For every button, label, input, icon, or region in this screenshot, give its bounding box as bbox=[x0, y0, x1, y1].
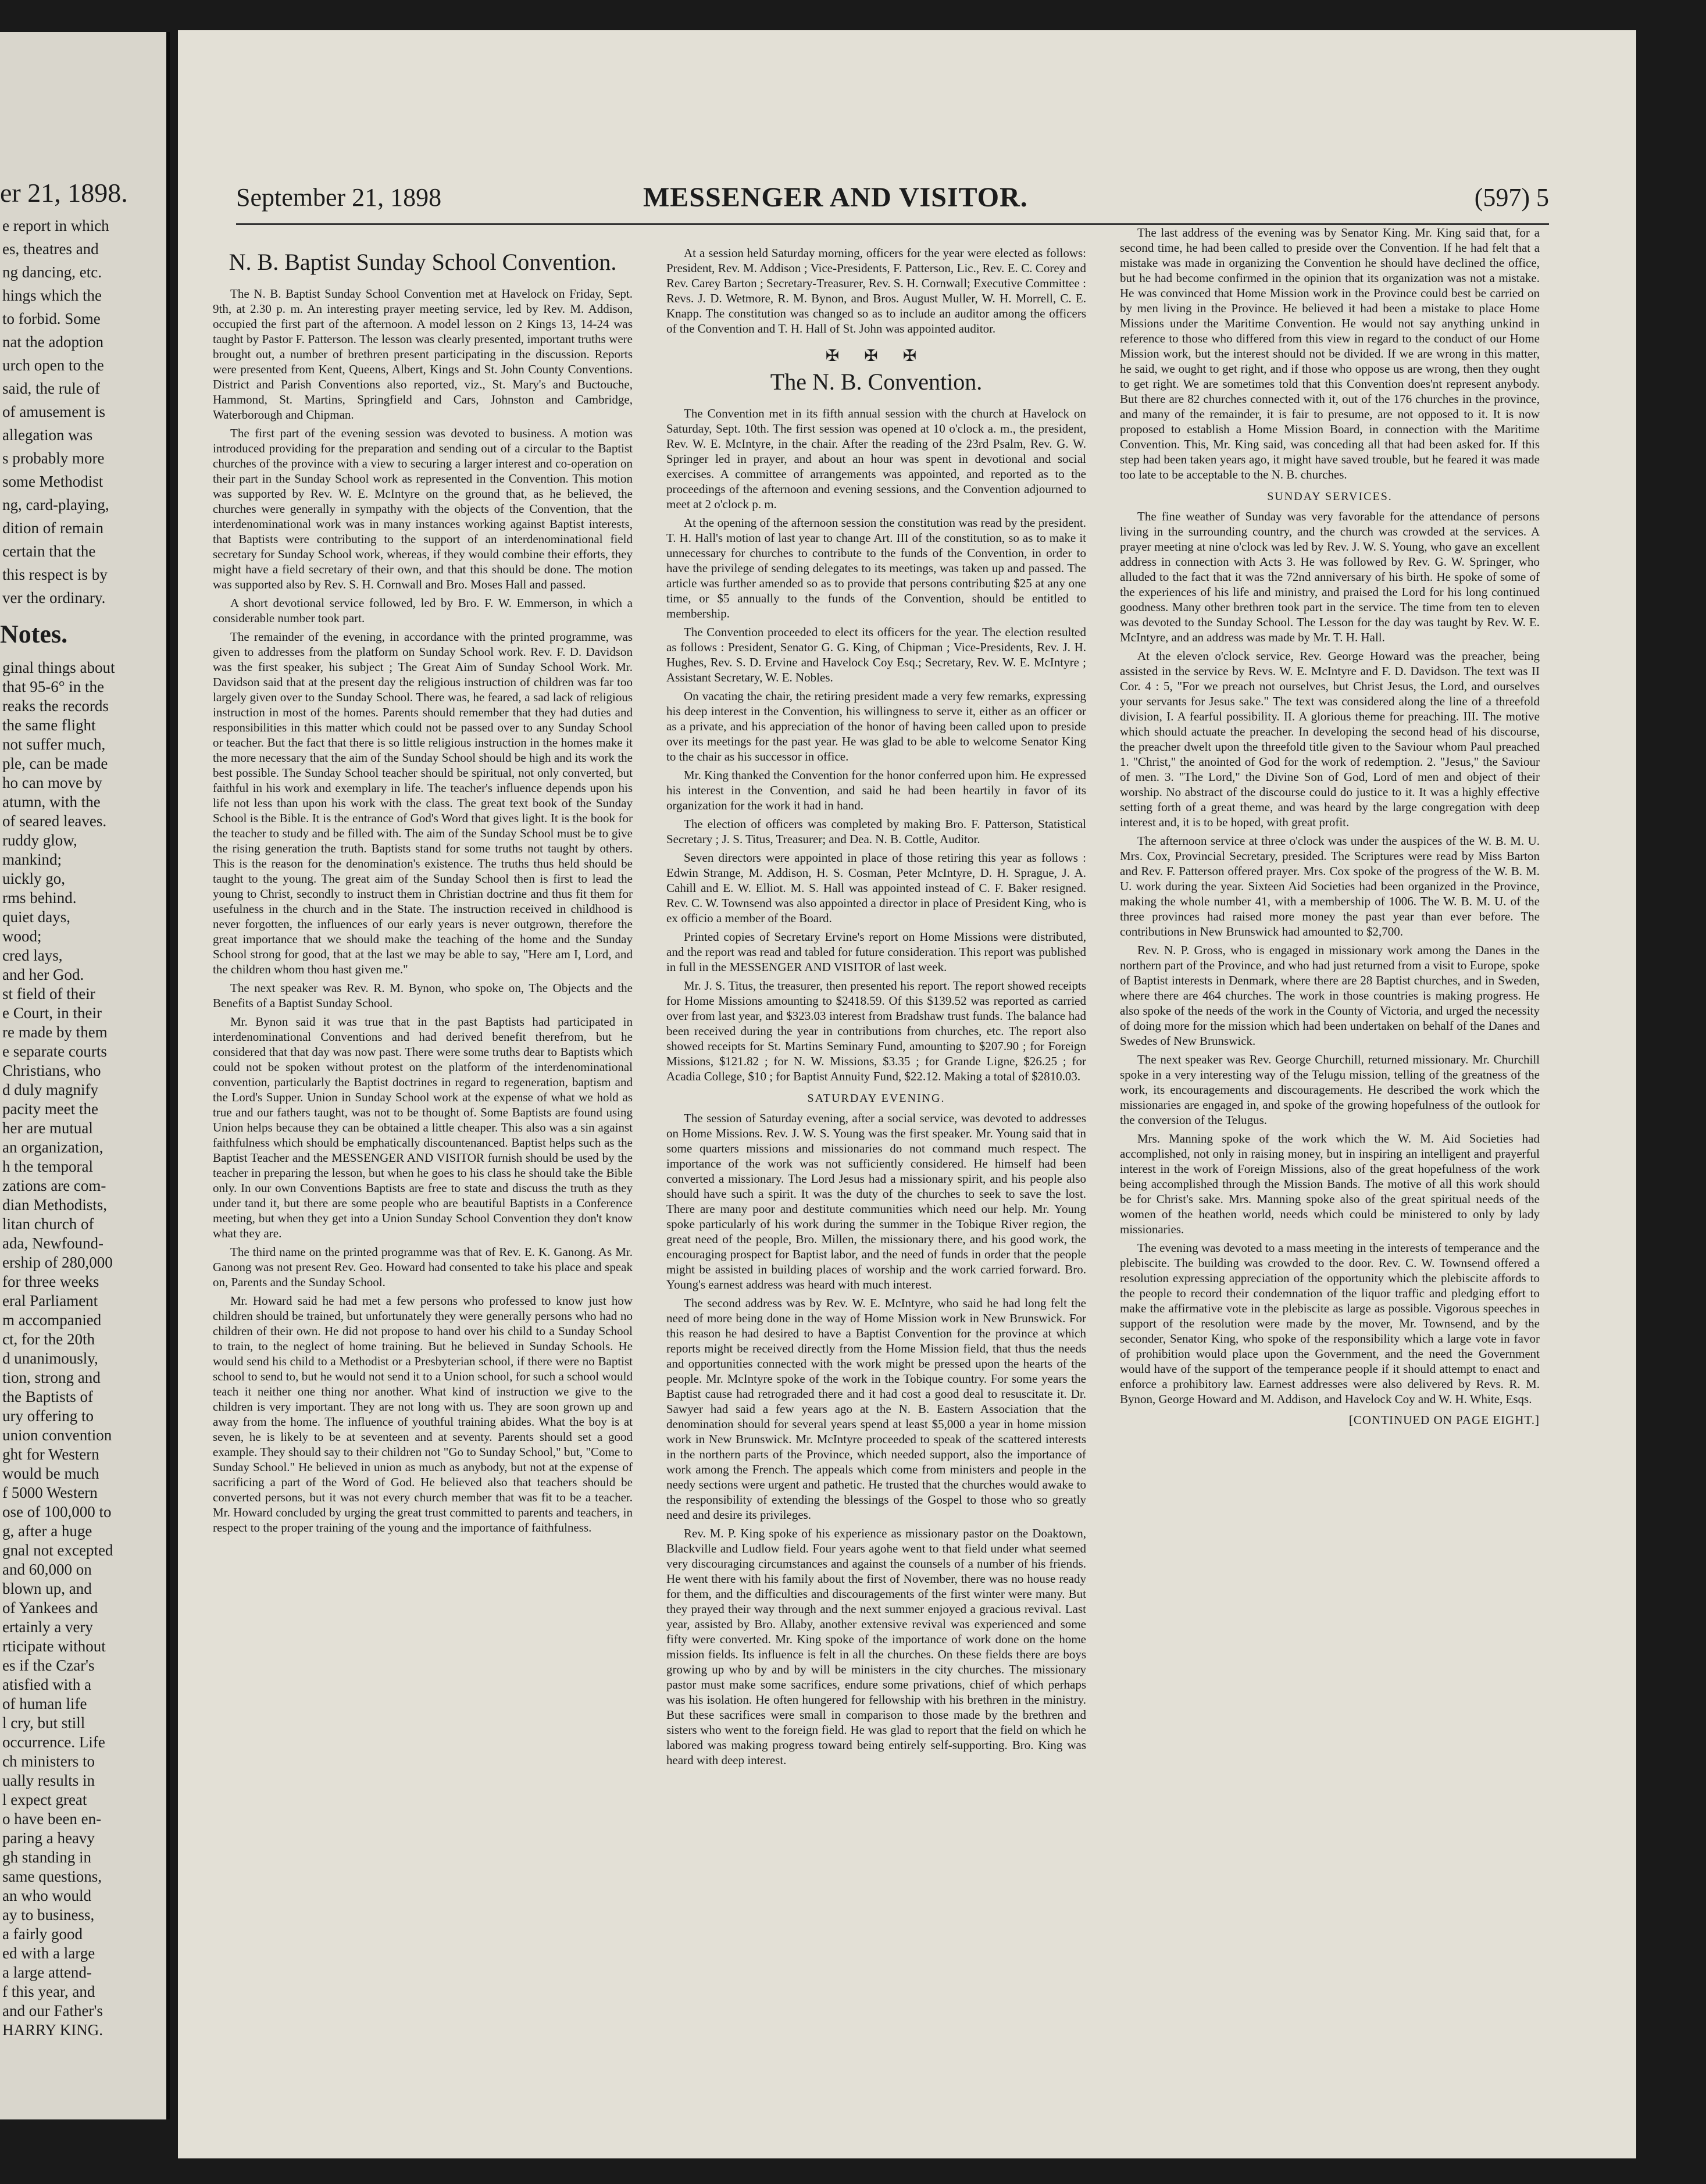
left-page-line: f 5000 Western bbox=[2, 1484, 98, 1501]
left-page-line: this respect is by bbox=[2, 566, 108, 583]
left-page-line: for three weeks bbox=[2, 1273, 99, 1290]
left-page-line: ght for Western bbox=[2, 1446, 99, 1463]
left-page-line: rms behind. bbox=[2, 889, 77, 907]
left-page-line: l expect great bbox=[2, 1791, 87, 1808]
left-page-line: of amusement is bbox=[2, 403, 105, 420]
left-page-line: ch ministers to bbox=[2, 1753, 95, 1770]
left-page-line: that 95-6° in the bbox=[2, 678, 105, 695]
left-page-line: es, theatres and bbox=[2, 240, 99, 258]
newspaper-page bbox=[178, 30, 1636, 2158]
left-page-line: es if the Czar's bbox=[2, 1657, 95, 1674]
left-page-notes-heading: Notes. bbox=[0, 620, 68, 648]
left-page-line: urch open to the bbox=[2, 356, 104, 374]
left-page-line: certain that the bbox=[2, 543, 96, 560]
continued-notice: [CONTINUED ON PAGE EIGHT.] bbox=[1348, 1413, 1540, 1427]
paragraph: The second address was by Rev. W. E. McIntyre, who said he had long felt the need of more being done in the way of Home Mission work in New Brunswick. For this reason he had desired to have a Baptist Convention for the province at which reports might be received directly from the Home Mission field, that thus the needs and opportunities connected with the work might be pressed upon the hearts of the people. Mr. McIntyre spoke of the work in the Tobique country. For some years the Baptist cause had retrograded there and it had cost a good deal to resuscitate it. Dr. Sawyer had said a few years ago at the N. B. Eastern Association that the denomination should for several years spend at least $5,000 a year in home mission work in New Brunswick. Mr. McIntyre proceeded to speak of the scattered interests in the northern parts of the Province, which needed support, also the importance of work among the French. The appeals which come from ministers and people in the needy sections were urgent and pathetic. He trusted that the churches would awake to the responsibility of extending the blessings of the Gospel to those who so greatly need and desire its privileges. bbox=[666, 1296, 1086, 1522]
saturday-evening-body bbox=[666, 1111, 1086, 1768]
left-page-line: ually results in bbox=[2, 1772, 95, 1789]
left-page-line: some Methodist bbox=[2, 473, 103, 490]
left-page-date: er 21, 1898. bbox=[0, 178, 128, 208]
left-page-line: and our Father's bbox=[2, 2002, 103, 2019]
left-page-line: atumn, with the bbox=[2, 793, 101, 811]
left-page-line: dian Methodists, bbox=[2, 1196, 107, 1214]
left-page-line: atisfied with a bbox=[2, 1676, 91, 1693]
left-page-line: rticipate without bbox=[2, 1637, 106, 1655]
left-page-line: HARRY KING. bbox=[2, 2021, 103, 2039]
left-page-line: nat the adoption bbox=[2, 333, 103, 351]
left-page-line: ada, Newfound- bbox=[2, 1234, 103, 1252]
left-page-line: e separate courts bbox=[2, 1043, 107, 1060]
left-page-line: the Baptists of bbox=[2, 1388, 93, 1405]
section-ornament: ✠ ✠ ✠ bbox=[825, 347, 927, 365]
issue-date: September 21, 1898 bbox=[236, 183, 442, 212]
left-page-line: would be much bbox=[2, 1465, 99, 1482]
left-page-line: an organization, bbox=[2, 1139, 103, 1156]
left-page-line: m accompanied bbox=[2, 1311, 102, 1329]
left-page-line: Christians, who bbox=[2, 1062, 101, 1079]
article-title-sunday-school: N. B. Baptist Sunday School Convention. bbox=[229, 249, 617, 275]
left-page-line: g, after a huge bbox=[2, 1522, 92, 1540]
masthead: MESSENGER AND VISITOR. bbox=[643, 182, 1028, 213]
left-page-line: reaks the records bbox=[2, 697, 109, 715]
left-page-line: her are mutual bbox=[2, 1119, 93, 1137]
page-number: (597) 5 bbox=[1474, 183, 1549, 212]
left-page-line: l cry, but still bbox=[2, 1714, 85, 1732]
paragraph: The afternoon service at three o'clock was under the auspices of the W. B. M. U. Mrs. Cox, Provincial Secretary, presided. The Scriptures were read by Miss Barton and Rev. F. Patterson offered prayer. Mrs. Cox spoke of the progress of the W. B. M. U. work during the year. Sixteen Aid Societies had been organized in the Province, making the whole number 41, with a membership of 1006. The W. B. M. U. of the three provinces had raised more money the past year than ever before. The contributions in New Brunswick had amounted to $2,700. bbox=[1120, 834, 1540, 938]
paragraph: The election of officers was completed by making Bro. F. Patterson, Statistical Secretary ; J. S. Titus, Treasurer; and Dea. N. B. Cottle, Auditor. bbox=[666, 817, 1086, 846]
left-facing-page bbox=[0, 32, 170, 2119]
left-page-line: ct, for the 20th bbox=[2, 1330, 95, 1348]
paragraph: At the eleven o'clock service, Rev. George Howard was the preacher, being assisted in the service by Revs. W. E. McIntyre and F. D. Davidson. The text was II Cor. 4 : 5, "For we preach not ourselves, but Christ Jesus, the Lord, and ourselves your servants for Jesus sake." The text was considered along the line of a threefold division, I. A fearful possibility. II. A glorious theme for preaching. III. The motive which should actuate the preacher. In developing the second head of his discourse, the preacher dwelt upon the threefold title given to the Saviour whom Paul preached 1. "Christ," the anointed of God for the work of redemption. 2. "Jesus," the Saviour of men. 3. "The Lord," the Divine Son of God, Lord of men and object of their worship. No abstract of the discourse could do justice to it. It was a highly effective setting forth of a great theme, and was heard by the large congregation with deep interest and, it is to be hoped, with great profit. bbox=[1120, 649, 1540, 829]
left-page-line: not suffer much, bbox=[2, 736, 106, 753]
left-page-line: ginal things about bbox=[2, 659, 115, 676]
column-2 bbox=[666, 245, 1086, 2060]
left-page-line: uickly go, bbox=[2, 870, 65, 887]
paragraph: The session of Saturday evening, after a social service, was devoted to addresses on Home Missions. Rev. J. W. S. Young was the first speaker. Mr. Young said that in some quarters missions and missionaries do not command much respect. The importance of the work was not sufficiently considered. He himself had been converted a missionary. The Lord Jesus had a missionary spirit, and his people also should have such a spirit. It was the duty of the churches to seek to save the lost. There are many poor and destitute communities which need our help. Mr. Young spoke particularly of his work during the summer in the Tobique River region, the great need of the people, Bro. Millen, the missionary there, and his good work, the encouraging prospect for Baptist labor, and the need of funds in order that the people might be assisted in building places of worship and the work carried forward. Bro. Young's earnest address was heard with much interest. bbox=[666, 1111, 1086, 1291]
left-page-line: ng, card-playing, bbox=[2, 496, 109, 513]
left-page-line: blown up, and bbox=[2, 1580, 92, 1597]
left-page-line: o have been en- bbox=[2, 1810, 102, 1828]
left-page-line: quiet days, bbox=[2, 908, 70, 926]
left-page-line: and 60,000 on bbox=[2, 1561, 92, 1578]
left-page-line: e Court, in their bbox=[2, 1004, 102, 1022]
paragraph: The remainder of the evening, in accordance with the printed programme, was given to addresses from the platform on Sunday School work. Rev. F. D. Davidson was the first speaker, his subject ; The Great Aim of Sunday School Work. Mr. Davidson said that at the present day the religious instruction of children was far too largely given over to the Sunday School. There was, he feared, a sad lack of religious instruction in most of the homes. Parents should remember that they had duties and responsibilities in this matter which could not be passed over to any Sunday School or teacher. But the fact that there is so little religious instruction in the homes make it the more necessary that the aim of the Sunday School should be high and its work the best possible. The Sunday School teacher should be spiritual, not only converted, but faithful in his work and exemplary in life. The teacher's influence depends upon his life not less than upon his work with the class. The great text book of the Sunday School is the Bible. It is the entrance of God's Word that gives light. It is the book for the teacher to study and be filled with. The aim of the Sunday School must be to give the rising generation the truth. Baptists stand for some truths not taught by others. This is the reason for the denomination's existence. The truths thus held should be taught to the young. The great aim of the Sunday School then is first to lead the young to Christ, secondly to instruct them in Christian doctrine and thus fit them for usefulness in the church and in the State. The instruction received in childhood is never forgotten, the influences of our early years is never outgrown, therefore the great importance that we should make the teaching of the home and the Sunday School strong for good, that at the last we may be able to say, "Here am I, Lord, and the children whom thou hast given me." bbox=[213, 630, 633, 976]
left-page-line: allegation was bbox=[2, 426, 93, 444]
paragraph: The evening was devoted to a mass meeting in the interests of temperance and the plebiscite. The building was crowded to the door. Rev. C. W. Townsend offered a resolution expressing appreciation of the opportunity which the plebiscite affords to the people to record their condemnation of the liquor traffic and pledging effort to make the affirmative vote in the plebiscite as large as possible. Vigorous speeches in support of the resolution were made by the mover, Mr. Townsend, and by the seconder, Senator King, who spoke of the responsibility which a large vote in favor of prohibition would place upon the Government, and the need the Government would have of the support of the temperance people if it should attempt to enact and enforce a prohibitory law. Earnest addresses were also delivered by Revs. R. M. Bynon, George Howard and M. Addison, and Havelock Coy and W. H. White, Esqs. bbox=[1120, 1241, 1540, 1406]
paragraph: Mrs. Manning spoke of the work which the W. M. Aid Societies had accomplished, not only in raising money, but in inspiring an intelligent and prayerful interest in the work of Foreign Missions, also of the great hopefulness of the work being accomplished through the Mission Bands. The motive of all this work should be for Christ's sake. Mrs. Manning spoke also of the great spiritual needs of the women of the heathen world, needs which could be ministered to only by lady missionaries. bbox=[1120, 1132, 1540, 1236]
left-page-line: ple, can be made bbox=[2, 755, 108, 772]
left-page-line: litan church of bbox=[2, 1215, 94, 1233]
left-page-line: eral Parliament bbox=[2, 1292, 98, 1309]
paragraph: The first part of the evening session was devoted to business. A motion was introduced providing for the preparation and sending out of a circular to the Baptist churches of the province with a view to securing a larger interest and co-operation on their part in the Sunday School work as represented in the Convention. This motion was supported by Rev. W. E. McIntyre on the ground that, as he believed, the churches were generally in sympathy with the objects of the Convention, that the interdenominational work was in many instances working against Baptist interests, that Baptists were contributing to the support of an interdenominational field secretary for Sunday School work, whereas, if they would combine their efforts, they might have a field secretary of their own, and that this should be done. The motion was supported also by Rev. S. H. Cornwall and Bro. Moses Hall and passed. bbox=[213, 426, 633, 591]
left-page-line: ay to business, bbox=[2, 1906, 95, 1924]
left-page-line: hings which the bbox=[2, 287, 102, 304]
left-page-line: ng dancing, etc. bbox=[2, 263, 102, 281]
article-title-convention: The N. B. Convention. bbox=[770, 369, 983, 395]
left-page-line: mankind; bbox=[2, 851, 62, 868]
left-page-line: ruddy glow, bbox=[2, 832, 77, 849]
left-page-line: ership of 280,000 bbox=[2, 1254, 113, 1271]
left-page-line: ertainly a very bbox=[2, 1618, 93, 1636]
left-page-line: an who would bbox=[2, 1887, 91, 1904]
sunday-services-heading: SUNDAY SERVICES. bbox=[1267, 490, 1393, 503]
paragraph: Mr. King thanked the Convention for the honor conferred upon him. He expressed his interest in the Convention, and said he had been heartily in favor of its organization for the work it had in hand. bbox=[666, 768, 1086, 812]
left-page-line: dition of remain bbox=[2, 519, 103, 537]
paragraph: Mr. J. S. Titus, the treasurer, then presented his report. The report showed receipts for Home Missions amounting to $2418.59. Of this $139.52 was reported as carried over from last year, and $323.03 interest from Bradshaw trust funds. The balance had been received during the year in contributions from churches, etc. The report also showed receipts for St. Martins Seminary Fund, amounting to $207.90 ; for Foreign Missions, $121.82 ; for N. W. Missions, $3.35 ; for Grande Ligne, $26.25 ; for Acadia College, $10 ; for Baptist Annuity Fund, $22.12. Making a total of $2810.03. bbox=[666, 979, 1086, 1083]
paragraph: The Convention proceeded to elect its officers for the year. The election resulted as follows : President, Senator G. G. King, of Chipman ; Vice-Presidents, Rev. J. H. Hughes, Rev. S. D. Ervine and Havelock Coy Esq.; Secretary, Rev. W. E. McIntyre ; Assistant Secretary, W. E. Nobles. bbox=[666, 625, 1086, 684]
paragraph: Mr. Bynon said it was true that in the past Baptists had participated in interdenominational Conventions and had derived benefit therefrom, but he considered that that day was now past. There were some truths dear to Baptists which could not be spoken without protest on the platform of the interdenominational convention, particularly the Baptist doctrines in regard to regeneration, baptism and the Lord's Supper. Union in Sunday School work at the expense of what we hold as true and our fathers taught, was not to be thought of. Some Baptists are found using Union helps because they can be obtained a little cheaper. This also was a sin against faithfulness which should be emphatically discountenanced. Baptist helps such as the Baptist Teacher and the MESSENGER AND VISITOR furnish should be used by the teacher in preparing the lesson, but when he goes to his class he should take the Bible only. In our own Conventions Baptists are free to state and discuss the truth as they under tand it, but there are some people who are beautiful Baptists in a Conference meeting, but when they get into a Union Sunday School Convention they don't know what they are. bbox=[213, 1015, 633, 1240]
left-page-line: cred lays, bbox=[2, 947, 63, 964]
left-page-line: re made by them bbox=[2, 1023, 108, 1041]
sunday-services-body bbox=[1120, 509, 1540, 1407]
paragraph: The next speaker was Rev. George Churchill, returned missionary. Mr. Churchill spoke in a very interesting way of the Telugu mission, telling of the greatness of the work, its encouragements and discouragements. He described the work which the missionaries are engaged in, and spoke of the growing hopefulness of the outlook for the conversion of the Telugus. bbox=[1120, 1052, 1540, 1127]
paragraph: Rev. M. P. King spoke of his experience as missionary pastor on the Doaktown, Blackville and Ludlow field. Four years agohe went to that field under what seemed very discouraging circumstances and against the counsels of a number of his friends. He went there with his family about the first of November, there was no house ready for them, and the difficulties and discouragements of the first winter were many. But they prayed their way through and the next summer enjoyed a gracious revival. Last year, assisted by Bro. Allaby, another extensive revival was experienced and some fifty were converted. Mr. King spoke of the importance of work done on the home mission fields. Its influence is felt in all the churches. On these fields there are boys growing up who by and by will be ministers in the city churches. The missionary pastor must make some sacrifices, endure some privations, chief of which perhaps was his isolation. He often hungered for fellowship with his brethren in the ministry. But these sacrifices were small in comparison to those made by the brethren and sisters who went to the foreign field. He was glad to report that the field on which he labored was making progress toward being entirely self-supporting. Bro. King was heard with deep interest. bbox=[666, 1526, 1086, 1767]
paragraph: Mr. Howard said he had met a few persons who professed to know just how children should be trained, but unfortunately they were generally persons who had no children of their own. He did not propose to hand over his child to a Sunday School to train, to the neglect of home training. But he believed in Sunday Schools. He would send his child to a Methodist or a Presbyterian school, if there were no Baptist school to send to, but he would not send it to a Union school, for such a school would teach it neither one thing nor another. What kind of instruction we give to the children is very important. They are not long with us. They are soon grown up and away from the home. The influence of youthful training abides. What the boy is at seven, he is likely to be at seventeen and at seventy. Parents should set a good example. They should say to their children not "Go to Sunday School," but, "Come to Sunday School." He believed in union as much as anybody, but not at the expense of sacrificing a part of the Word of God. He believed also that teachers should be converted persons, but it was not every church member that was fit to be a teacher. Mr. Howard concluded by urging the great trust committed to parents and teachers, in respect to the proper training of the young and the importance of faithfulness. bbox=[213, 1294, 633, 1534]
left-page-line: to forbid. Some bbox=[2, 310, 101, 327]
paragraph: Printed copies of Secretary Ervine's report on Home Missions were distributed, and the report was read and tabled for future consideration. This report was published in full in the MESSENGER AND VISITOR of last week. bbox=[666, 930, 1086, 974]
left-page-line: and her God. bbox=[2, 966, 84, 983]
paragraph: The next speaker was Rev. R. M. Bynon, who spoke on, The Objects and the Benefits of a Baptist Sunday School. bbox=[213, 981, 633, 1010]
paragraph: The N. B. Baptist Sunday School Convention met at Havelock on Friday, Sept. 9th, at 2.30 p. m. An interesting prayer meeting service, led by Rev. M. Addison, occupied the first part of the afternoon. A model lesson on 2 Kings 13, 14-24 was taught by Pastor F. Patterson. The lesson was clearly presented, important truths were brought out, a number of brethren present participating in the discussion. Reports were presented from Kent, Queens, Albert, Kings and St. John County Conventions. District and Parish Conventions also reported, viz., St. Mary's and Buctouche, Hammond, St. Martins, Springfield and Cars, Johnston and Cambridge, Waterborough and Chipman. bbox=[213, 287, 633, 422]
paragraph: The last address of the evening was by Senator King. Mr. King said that, for a second time, he had been called to preside over the Convention. If he had felt that a mistake was made in organizing the Convention he should have declined the office, but he had become confirmed in the opinion that its organization was not a mistake. He was convinced that Home Mission work in the Province could best be carried on by men living in the Province. He believed it had been a mistake to place Home Missions under the Maritime Convention. He would not say anything unkind in reference to those who differed from this view in regard to the conduct of our Home Mission work, but the interest should not be divided. If we are wrong in this matter, he said, we ought to get right, and if those who oppose us are wrong, then they ought to get right. We are sometimes told that this Convention does'nt represent anybody. But there are 82 churches connected with it, out of the 176 churches in the province, and many of the remainder, it is fair to presume, are not opposed to it. It is now proposed to establish a Home Mission Board, in connection with the Maritime Convention. This, Mr. King said, was conceding all that had been asked for. If this step had been taken years ago, it might have saved trouble, but he feared it was made too late to be acceptable to the N. B. churches. bbox=[1120, 226, 1540, 481]
paragraph: At a session held Saturday morning, officers for the year were elected as follows: President, Rev. M. Addison ; Vice-Presidents, F. Patterson, Lic., Rev. E. C. Corey and Rev. Carey Barton ; Secretary-Treasurer, Rev. S. H. Cornwall; Executive Committee : Revs. J. D. Wetmore, R. M. Bynon, and Bros. August Muller, W. H. Morrell, C. E. Knapp. The constitution was changed so as to include an auditor among the officers of the Convention and T. H. Hall of St. John was appointed auditor. bbox=[666, 246, 1086, 336]
column-1 bbox=[213, 245, 633, 2106]
left-page-line: of human life bbox=[2, 1695, 87, 1712]
sunday-school-continued bbox=[666, 245, 1086, 336]
left-page-line: gh standing in bbox=[2, 1848, 91, 1866]
left-page-line: pacity meet the bbox=[2, 1100, 98, 1118]
left-page-line: h the temporal bbox=[2, 1158, 93, 1175]
left-page-line: tion, strong and bbox=[2, 1369, 101, 1386]
left-page-line: of Yankees and bbox=[2, 1599, 98, 1616]
left-page-line: said, the rule of bbox=[2, 380, 100, 397]
paragraph: Seven directors were appointed in place of those retiring this year as follows : Edwin Strange, M. Addison, H. S. Cosman, Peter McIntyre, D. H. Sprague, J. A. Cahill and E. W. Elliot. M. S. Hall was appointed instead of C. F. Baker resigned. Rev. C. W. Townsend was also appointed a director in place of President King, who is ex officio a member of the Board. bbox=[666, 851, 1086, 925]
page-header bbox=[236, 183, 1549, 225]
left-page-line: e report in which bbox=[2, 217, 109, 234]
left-page-line: paring a heavy bbox=[2, 1829, 95, 1847]
left-page-line: a large attend- bbox=[2, 1964, 92, 1981]
left-page-line: st field of their bbox=[2, 985, 95, 1002]
paragraph: At the opening of the afternoon session the constitution was read by the president. T. H. Hall's motion of last year to change Art. III of the constitution, so as to make it unnecessary for churches to contribute to the funds of the Convention, in order to have the privilege of sending delegates to its meetings, was taken up and passed. The article was further amended so as to provide that persons contributing $25 at any one time, or $5 annually to the funds of the Convention, should be entitled to membership. bbox=[666, 516, 1086, 620]
saturday-evening-heading: SATURDAY EVENING. bbox=[807, 1092, 945, 1105]
left-page-line: union convention bbox=[2, 1426, 112, 1444]
saturday-evening-continued bbox=[1120, 225, 1540, 482]
paragraph: A short devotional service followed, led by Bro. F. W. Emmerson, in which a considerable number took part. bbox=[213, 596, 633, 625]
left-page-line: ed with a large bbox=[2, 1944, 95, 1962]
left-page-line: of seared leaves. bbox=[2, 812, 107, 830]
left-page-line: f this year, and bbox=[2, 1983, 95, 2000]
left-page-line: s probably more bbox=[2, 449, 105, 467]
left-page-line: ho can move by bbox=[2, 774, 102, 791]
column-3 bbox=[1120, 225, 1540, 2016]
paragraph: The fine weather of Sunday was very favorable for the attendance of persons living in the surrounding country, and the church was crowded at the services. A prayer meeting at nine o'clock was led by Rev. J. W. S. Young, who gave an excellent address in connection with Acts 3. He was followed by Rev. G. W. Springer, who alluded to the fact that it was the 72nd anniversary of his birth. He spoke of some of the experiences of his life and ministry, and praised the Lord for his long continued goodness. Many other brethren took part in the service. The time from ten to eleven was devoted to the Sunday School. The Lesson for the day was taught by Rev. W. E. McIntyre, and an address was made by Mr. T. H. Hall. bbox=[1120, 509, 1540, 644]
left-page-line: ver the ordinary. bbox=[2, 589, 106, 606]
left-page-line: same questions, bbox=[2, 1868, 102, 1885]
left-page-line: ury offering to bbox=[2, 1407, 94, 1425]
paragraph: The Convention met in its fifth annual session with the church at Havelock on Saturday, Sept. 10th. The first session was opened at 10 o'clock a. m., the president, Rev. W. E. McIntyre, in the chair. After the reading of the 23rd Psalm, Rev. G. W. Springer led in prayer, and about an hour was spent in devotional and social exercises. A committee of arrangements was appointed, and reported as to the proceedings of the afternoon and evening sessions, and the Convention adjourned to meet at 2 o'clock p. m. bbox=[666, 406, 1086, 511]
left-page-line: d unanimously, bbox=[2, 1350, 98, 1367]
left-page-line: a fairly good bbox=[2, 1925, 83, 1943]
left-page-line: d duly magnify bbox=[2, 1081, 98, 1098]
paragraph: The third name on the printed programme was that of Rev. E. K. Ganong. As Mr. Ganong was not present Rev. Geo. Howard had consented to take his place and speak on, Parents and the Sunday School. bbox=[213, 1245, 633, 1289]
convention-body bbox=[666, 406, 1086, 1084]
left-page-line: the same flight bbox=[2, 716, 96, 734]
paragraph: On vacating the chair, the retiring president made a very few remarks, expressing his deep interest in the Convention, his willingness to serve it, either as an officer or as a private, and his appreciation of the honor of having been called upon to preside over its meetings for the past year. He was glad to be able to welcome Senator King to the chair as his successor in office. bbox=[666, 689, 1086, 763]
left-page-line: zations are com- bbox=[2, 1177, 106, 1194]
sunday-school-body bbox=[213, 286, 633, 1535]
left-page-line: gnal not excepted bbox=[2, 1541, 113, 1559]
left-page-line: occurrence. Life bbox=[2, 1733, 105, 1751]
left-page-line: wood; bbox=[2, 927, 42, 945]
paragraph: Rev. N. P. Gross, who is engaged in missionary work among the Danes in the northern part of the Province, and who had just returned from a visit to Europe, spoke of Baptist interests in Denmark, where there are 28 Baptist churches, and in Sweden, where there are 464 churches. The work in those countries is making progress. He also spoke of the needs of the work in the County of Victoria, and urged the necessity of doing more for the mission which had been undertaken on behalf of the Danes and Swedes of New Brunswick. bbox=[1120, 943, 1540, 1048]
left-page-line: ose of 100,000 to bbox=[2, 1503, 112, 1521]
